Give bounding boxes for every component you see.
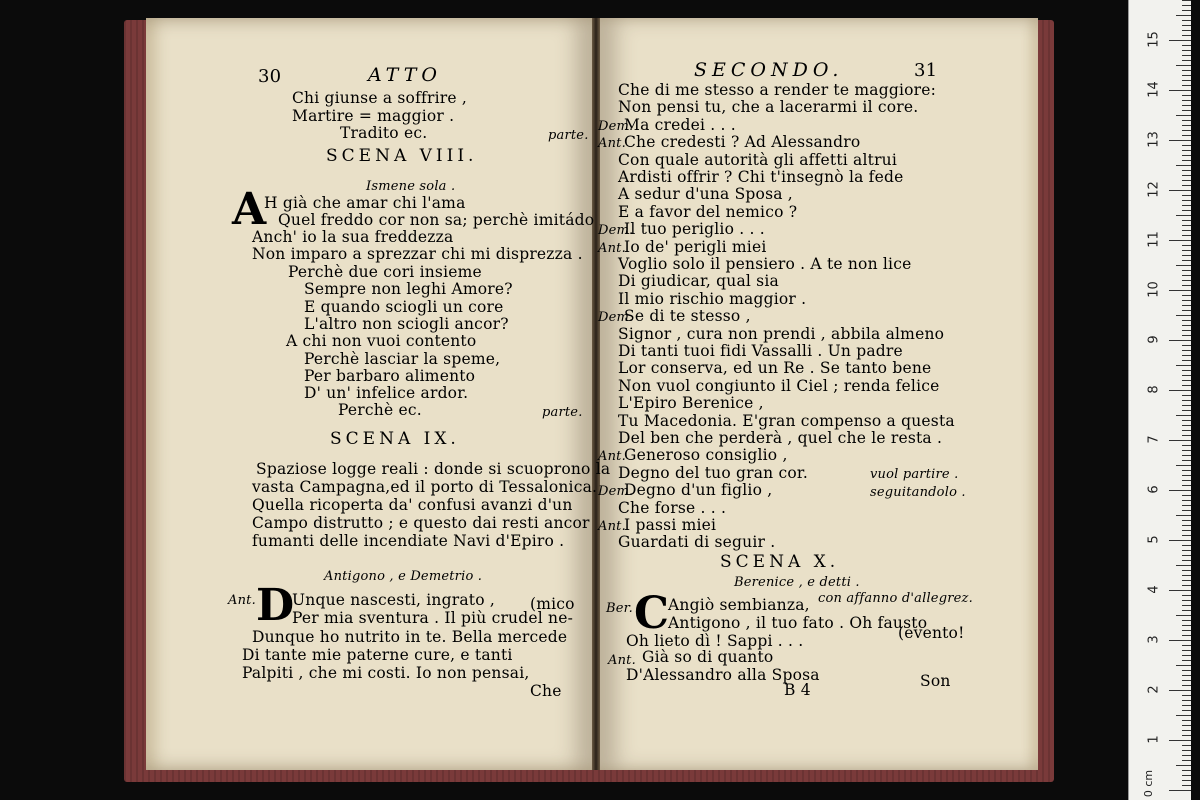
ruler-number: 6 [1146,485,1162,494]
ruler-tick [1169,540,1191,541]
drop-capital: D [256,580,295,631]
ruler-tick [1182,625,1191,626]
ruler-tick [1176,65,1191,66]
ruler-tick [1182,500,1191,501]
text-line: Generoso consiglio , [624,446,788,465]
ruler-tick [1176,715,1191,716]
ruler-tick [1182,770,1191,771]
text-line: Lor conserva, ed un Re . Se tanto bene [618,359,932,378]
ruler-tick [1169,240,1191,241]
ruler-tick [1176,515,1191,516]
ruler-tick [1182,210,1191,211]
text-line: Chi giunse a soffrire , [292,89,467,107]
speaker-label: Ant. [598,240,626,256]
ruler-number: 10 [1146,281,1162,298]
ruler-tick [1182,185,1191,186]
text-line: Che di me stesso a render te maggiore: [618,81,937,99]
ruler-tick [1182,380,1191,381]
ruler-tick [1182,670,1191,671]
ruler-tick [1182,560,1191,561]
text-line: Per mia sventura . Il più crudel ne- [292,609,574,627]
ruler-tick [1182,395,1191,396]
scene-characters: Antigono , e Demetrio . [324,569,483,584]
text-line: Angiò sembianza, [668,596,810,614]
ruler-tick [1182,555,1191,556]
ruler-tick [1169,390,1191,391]
setting-line: Campo distrutto ; e questo dai resti ancor [252,514,590,532]
text-line: Anch' io la sua freddezza [252,228,454,246]
ruler-tick [1182,550,1191,551]
setting-line: fumanti delle incendiate Navi d'Epiro . [252,532,565,550]
ruler-tick [1176,15,1191,16]
ruler-tick [1182,135,1191,136]
ruler-tick [1182,20,1191,21]
scene-characters: Berenice , e detti . [734,575,860,590]
speaker-label: Ber. [606,601,633,616]
ruler-tick [1182,130,1191,131]
text-line: Non vuol congiunto il Ciel ; renda felice [618,376,940,395]
ruler-tick [1182,575,1191,576]
ruler-tick [1182,600,1191,601]
text-line: Sempre non leghi Amore? [304,280,513,298]
ruler-tick [1182,150,1191,151]
ruler-tick [1182,335,1191,336]
ruler-tick [1182,270,1191,271]
ruler-tick [1182,720,1191,721]
measurement-ruler [1128,0,1191,800]
ruler-tick [1182,285,1191,286]
ruler-tick [1182,535,1191,536]
text-line: H già che amar chi l'ama [264,194,466,212]
text-line: Il tuo periglio . . . [624,220,765,239]
ruler-tick [1182,250,1191,251]
running-head-left: ATTO [368,64,442,86]
ruler-tick [1182,610,1191,611]
ruler-tick [1182,375,1191,376]
text-line: Degno del tuo gran cor. [618,463,808,482]
ruler-tick [1182,180,1191,181]
ruler-tick [1182,110,1191,111]
ruler-tick [1176,265,1191,266]
ruler-tick [1182,330,1191,331]
running-head-right: SECONDO. [694,59,844,81]
text-line: Il mio rischio maggior . [618,289,807,308]
ruler-tick [1182,775,1191,776]
ruler-tick [1169,640,1191,641]
ruler-tick [1176,415,1191,416]
ruler-tick [1169,290,1191,291]
text-line: D'Alessandro alla Sposa [626,666,820,684]
page-number-right: 31 [914,60,938,81]
ruler-tick [1182,145,1191,146]
ruler-number: 3 [1146,635,1162,644]
text-line: Martire = maggior . [292,107,455,125]
ruler-tick [1182,735,1191,736]
ruler-tick [1182,755,1191,756]
ruler-tick [1182,50,1191,51]
ruler-tick [1182,35,1191,36]
scene-heading: SCENA X. [720,552,840,572]
text-line: Io de' perigli miei [624,237,767,256]
ruler-tick [1182,45,1191,46]
text-line: Ardisti offrir ? Chi t'insegnò la fede [618,168,904,186]
speaker-label: Ant. [598,136,626,152]
ruler-tick [1182,175,1191,176]
ruler-tick [1182,435,1191,436]
catchword: Son [920,672,951,690]
text-line: L'altro non sciogli ancor? [304,315,509,333]
ruler-number: 2 [1146,685,1162,694]
ruler-tick [1182,480,1191,481]
ruler-tick [1176,115,1191,116]
speaker-label: Ant. [228,593,256,608]
ruler-tick [1182,70,1191,71]
text-line: Voglio solo il pensiero . A te non lice [618,255,912,273]
ruler-tick [1182,310,1191,311]
ruler-tick [1182,320,1191,321]
text-line: (evento! [898,624,965,642]
ruler-tick [1182,0,1191,1]
text-line: Di tante mie paterne cure, e tanti [242,646,513,664]
ruler-tick [1182,95,1191,96]
text-line: Perchè lasciar la speme, [304,350,501,368]
speaker-label: Dem. [598,118,634,134]
ruler-tick [1182,275,1191,276]
ruler-number: 13 [1146,131,1162,148]
ruler-tick [1176,565,1191,566]
text-line: E a favor del nemico ? [618,202,798,221]
text-line: E quando sciogli un core [304,298,504,316]
ruler-tick [1182,595,1191,596]
setting-line: Spaziose logge reali : donde si scuoprono la [256,460,611,478]
ruler-tick [1176,615,1191,616]
scene-heading: SCENA IX. [330,429,460,449]
ruler-tick [1182,695,1191,696]
ruler-tick [1182,485,1191,486]
signature-mark: B 4 [784,681,811,699]
ruler-tick [1182,675,1191,676]
ruler-tick [1176,315,1191,316]
ruler-tick [1182,410,1191,411]
ruler-tick [1182,635,1191,636]
ruler-tick [1182,520,1191,521]
text-line: Con quale autorità gli affetti altrui [618,150,898,169]
text-line: Dunque ho nutrito in te. Bella mercede [252,628,568,646]
stage-direction: parte. [548,128,589,143]
speaker-label: Ant. [598,449,626,465]
text-line: Degno d'un figlio , [624,481,773,500]
ruler-tick [1169,190,1191,191]
ruler-tick [1182,230,1191,231]
ruler-number: 9 [1146,335,1162,344]
speaker-label: Ant. [598,519,626,534]
ruler-tick [1182,655,1191,656]
ruler-tick [1182,25,1191,26]
ruler-tick [1182,700,1191,701]
text-line: A sedur d'una Sposa , [618,185,793,204]
ruler-tick [1176,215,1191,216]
ruler-tick [1182,605,1191,606]
ruler-tick [1182,60,1191,61]
text-line: Perchè due cori insieme [288,263,482,281]
ruler-tick [1182,645,1191,646]
text-line: Guardati di seguir . [618,533,776,552]
text-line: Perchè ec. [338,401,422,419]
ruler-tick [1182,510,1191,511]
stage-direction: con affanno d'allegrez. [818,591,973,606]
ruler-number: 11 [1146,231,1162,248]
ruler-tick [1182,710,1191,711]
speaker-label: Dem. [598,223,634,239]
ruler-tick [1182,85,1191,86]
ruler-tick [1182,630,1191,631]
ruler-tick [1176,765,1191,766]
text-line: Non pensi tu, che a lacerarmi il core. [618,98,919,117]
ruler-tick [1182,200,1191,201]
text-line: D' un' infelice ardor. [304,384,469,402]
drop-capital: C [634,588,670,639]
text-line: Che forse . . . [618,498,727,517]
ruler-tick [1182,55,1191,56]
ruler-tick [1182,430,1191,431]
text-line: Tradito ec. [340,124,428,142]
ruler-tick [1182,255,1191,256]
ruler-tick [1182,355,1191,356]
ruler-tick [1182,660,1191,661]
ruler-tick [1182,750,1191,751]
ruler-tick [1176,165,1191,166]
text-line: Oh lieto dì ! Sappi . . . [626,632,804,650]
ruler-tick [1182,5,1191,6]
text-line: Tu Macedonia. E'gran compenso a questa [618,411,955,430]
ruler-tick [1182,125,1191,126]
text-line: Antigono , il tuo fato . Oh fausto [668,614,928,632]
ruler-tick [1182,360,1191,361]
text-line: Ma credei . . . [624,115,736,134]
ruler-number: 7 [1146,435,1162,444]
ruler-tick [1182,75,1191,76]
setting-line: vasta Campagna,ed il porto di Tessalonica. [252,478,598,496]
text-line: Signor , cura non prendi , abbila almeno [618,324,945,343]
text-line: Unque nascesti, ingrato , [292,591,496,609]
text-line: Non imparo a sprezzar chi mi disprezza . [252,245,583,263]
ruler-tick [1176,665,1191,666]
ruler-number: 14 [1146,81,1162,98]
ruler-tick [1182,620,1191,621]
ruler-tick [1182,325,1191,326]
ruler-tick [1182,420,1191,421]
ruler-tick [1182,170,1191,171]
ruler-tick [1182,450,1191,451]
ruler-tick [1182,155,1191,156]
ruler-tick [1176,465,1191,466]
ruler-tick [1182,650,1191,651]
ruler-tick [1182,425,1191,426]
ruler-tick [1182,475,1191,476]
ruler-number: 4 [1146,585,1162,594]
scene-heading: SCENA VIII. [326,146,478,166]
text-line: Del ben che perderà , quel che le resta . [618,429,943,447]
setting-line: Quella ricoperta da' confusi avanzi d'un [252,496,573,514]
ruler-tick [1182,745,1191,746]
ruler-tick [1182,570,1191,571]
drop-capital: A [232,184,267,235]
ruler-unit: 0 cm [1142,769,1156,798]
ruler-tick [1182,280,1191,281]
text-line: (mico [530,595,575,613]
ruler-tick [1182,580,1191,581]
ruler-tick [1182,225,1191,226]
stage-direction: parte. [542,405,583,420]
text-line: Per barbaro alimento [304,367,476,385]
ruler-tick [1182,205,1191,206]
ruler-tick [1182,470,1191,471]
text-line: Se di te stesso , [624,307,751,326]
ruler-tick [1182,495,1191,496]
ruler-tick [1169,40,1191,41]
speaker-label: Dem. [598,484,634,500]
ruler-tick [1182,505,1191,506]
ruler-tick [1182,160,1191,161]
ruler-number: 15 [1146,31,1162,48]
ruler-tick [1182,785,1191,786]
ruler-tick [1182,295,1191,296]
scene-characters: Ismene sola . [366,179,456,194]
ruler-number: 5 [1146,535,1162,544]
text-line: Già so di quanto [642,648,774,666]
ruler-tick [1182,680,1191,681]
ruler-tick [1182,685,1191,686]
ruler-tick [1182,10,1191,11]
speaker-label: Ant. [608,653,636,668]
ruler-tick [1182,760,1191,761]
ruler-tick [1182,730,1191,731]
ruler-tick [1182,370,1191,371]
ruler-tick [1182,105,1191,106]
ruler-tick [1182,305,1191,306]
ruler-tick [1182,220,1191,221]
ruler-tick [1182,405,1191,406]
text-line: Che credesti ? Ad Alessandro [624,133,861,152]
ruler-tick [1182,100,1191,101]
ruler-number: 8 [1146,385,1162,394]
catchword: Che [530,682,562,700]
ruler-tick [1169,590,1191,591]
ruler-tick [1182,530,1191,531]
text-line: Palpiti , che mi costi. Io non pensai, [242,664,530,682]
speaker-label: Dem. [598,310,634,326]
ruler-tick [1182,350,1191,351]
ruler-tick [1182,705,1191,706]
ruler-tick [1182,260,1191,261]
ruler-tick [1169,740,1191,741]
ruler-tick [1176,365,1191,366]
text-line: L'Epiro Berenice , [618,394,764,413]
text-line: Di giudicar, qual sia [618,272,779,291]
stage-direction: vuol partire . [870,467,959,482]
ruler-tick [1182,195,1191,196]
ruler-number: 1 [1146,735,1162,744]
ruler-tick [1182,245,1191,246]
text-line: Di tanti tuoi fidi Vassalli . Un padre [618,342,903,360]
ruler-tick [1169,490,1191,491]
ruler-tick [1182,30,1191,31]
text-line: I passi miei [624,516,717,534]
ruler-tick [1169,690,1191,691]
text-line: A chi non vuoi contento [286,332,477,350]
ruler-tick [1182,455,1191,456]
ruler-tick [1169,340,1191,341]
ruler-tick [1182,345,1191,346]
ruler-number: 12 [1146,181,1162,198]
ruler-tick [1182,120,1191,121]
ruler-tick [1182,460,1191,461]
stage-direction: seguitandolo . [870,485,966,500]
ruler-tick [1182,300,1191,301]
ruler-tick [1182,525,1191,526]
ruler-tick [1182,385,1191,386]
ruler-tick [1182,780,1191,781]
ruler-tick [1182,725,1191,726]
page-number-left: 30 [258,66,282,87]
ruler-tick [1182,400,1191,401]
text-line: Quel freddo cor non sa; perchè imitádo [278,211,595,229]
ruler-tick [1182,235,1191,236]
ruler-tick [1182,80,1191,81]
ruler-tick [1182,585,1191,586]
ruler-tick [1169,440,1191,441]
ruler-tick [1169,790,1191,791]
ruler-tick [1182,445,1191,446]
ruler-tick [1182,545,1191,546]
ruler-tick [1169,140,1191,141]
ruler-tick [1169,90,1191,91]
